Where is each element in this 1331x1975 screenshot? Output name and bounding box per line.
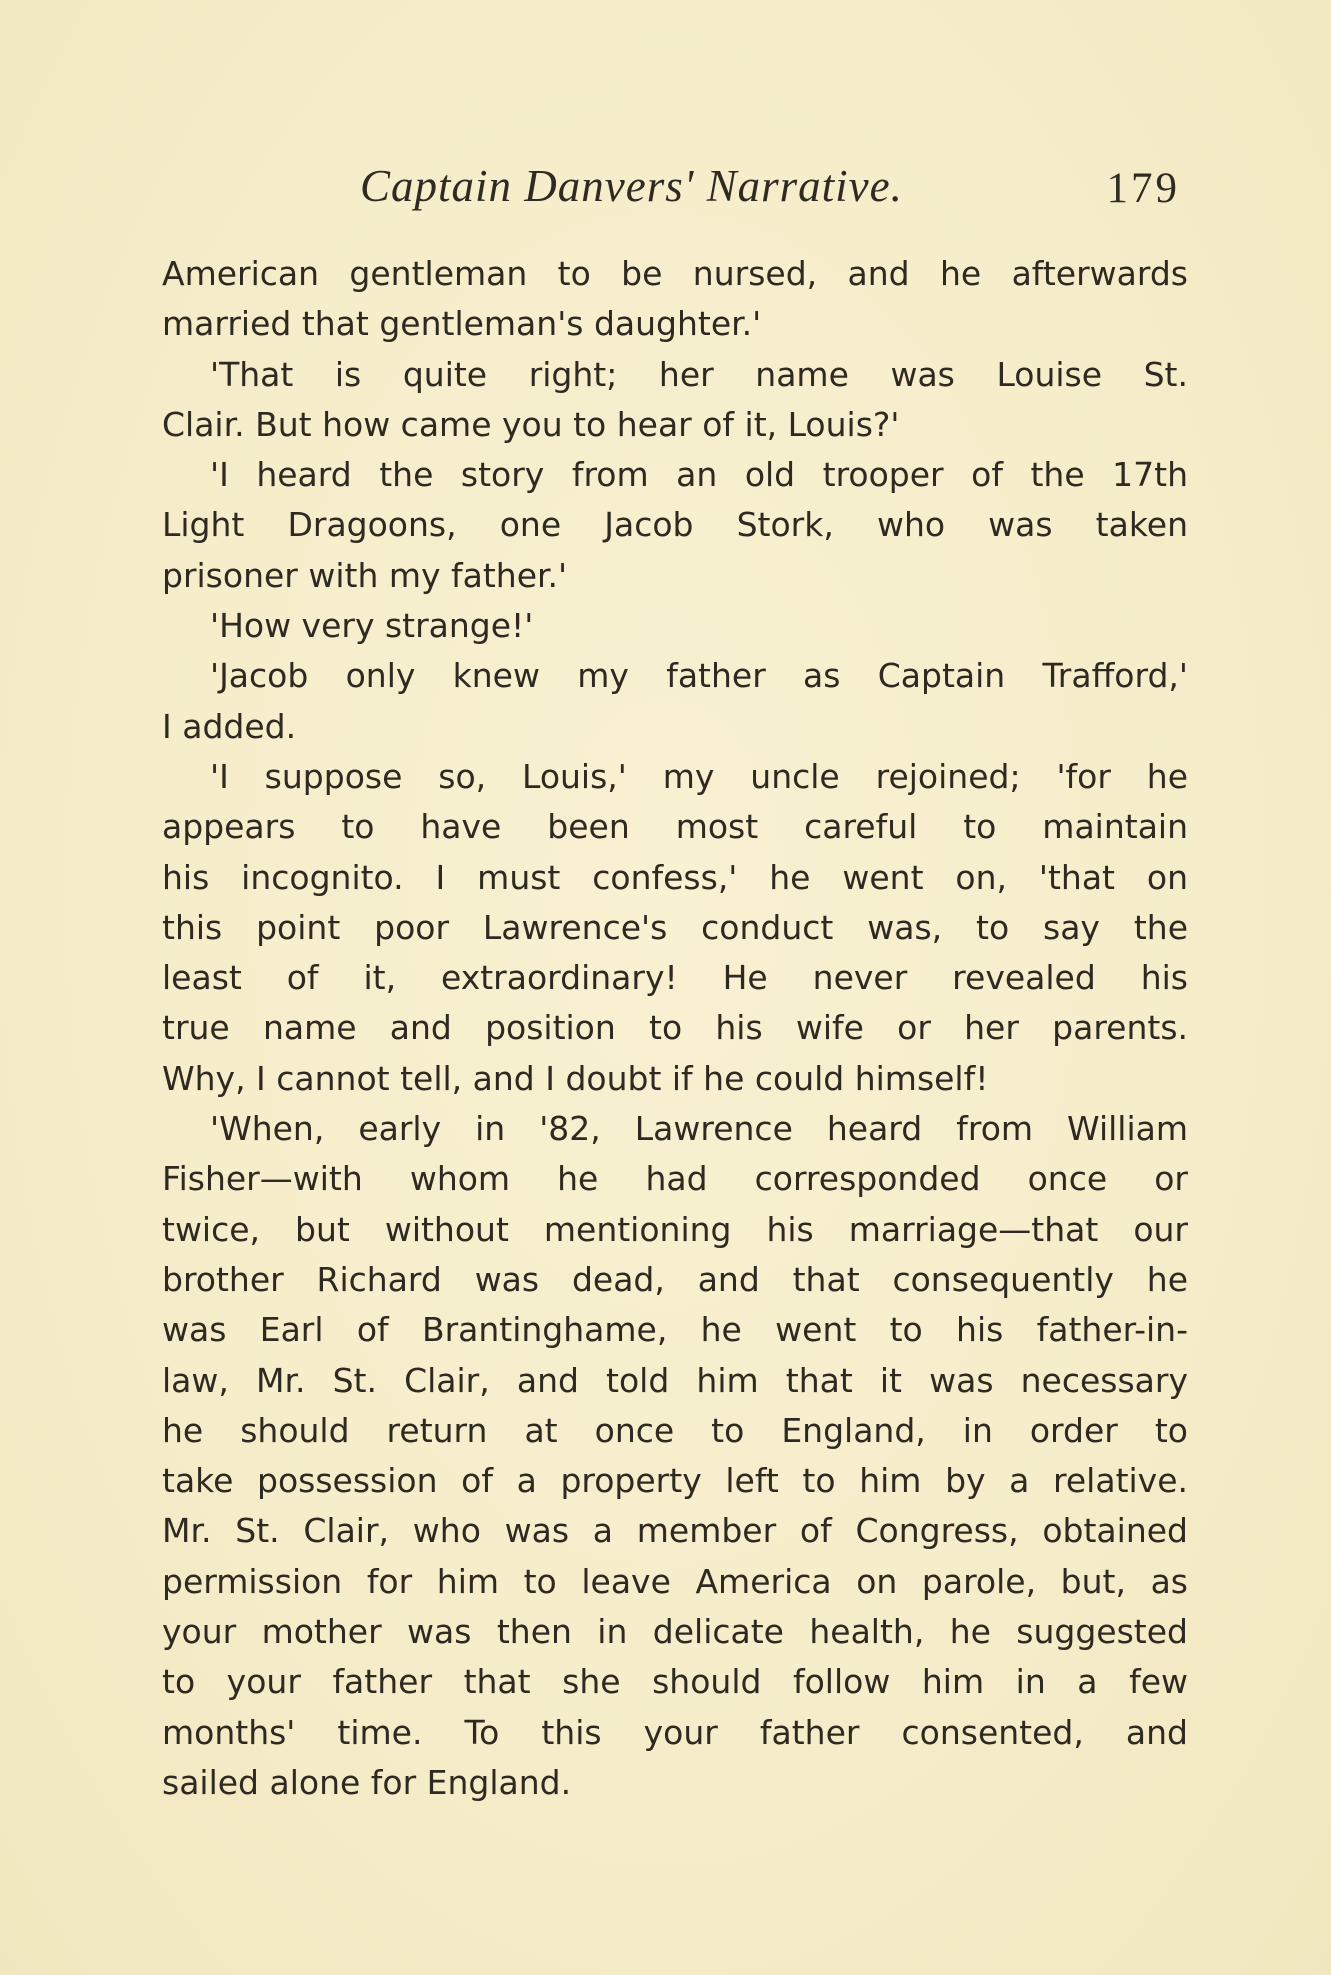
text-line: 'I heard the story from an old trooper of the 17th (210, 455, 1188, 495)
text-line: take possession of a property left to him by a relative. (162, 1461, 1188, 1501)
page-number: 179 (1106, 165, 1180, 212)
text-line: your mother was then in delicate health, he suggested (162, 1612, 1188, 1652)
text-line: American gentleman to be nursed, and he afterwards (162, 254, 1188, 293)
text-line: he should return at once to England, in order to (162, 1410, 1188, 1450)
text-line: 'How very strange!' (210, 606, 534, 646)
text-line: appears to have been most careful to maintain (162, 807, 1188, 847)
text-line: least of it, extraordinary! He never revealed his (162, 958, 1188, 998)
running-title: Captain Danvers' Narrative. (360, 161, 903, 211)
text-line: Fisher—with whom he had corresponded once or (162, 1159, 1188, 1199)
text-line: months' time. To this your father consented, and (162, 1712, 1188, 1752)
text-line: to your father that she should follow him in a few (162, 1662, 1188, 1702)
text-line: married that gentleman's daughter.' (162, 304, 762, 344)
text-line: brother Richard was dead, and that consequently he (162, 1259, 1188, 1299)
text-line: Clair. But how came you to hear of it, Louis?' (162, 404, 900, 444)
text-line: Light Dragoons, one Jacob Stork, who was taken (162, 505, 1188, 545)
text-line: twice, but without mentioning his marriage—that our (162, 1209, 1188, 1249)
text-line: I added. (162, 706, 297, 746)
text-line: Mr. St. Clair, who was a member of Congress, obtained (162, 1511, 1188, 1551)
text-line: sailed alone for England. (162, 1762, 572, 1802)
running-head (162, 160, 1188, 220)
text-line: true name and position to his wife or her parents. (162, 1008, 1188, 1048)
text-line: this point poor Lawrence's conduct was, to say the (162, 907, 1188, 947)
text-line: 'I suppose so, Louis,' my uncle rejoined; 'for he (210, 756, 1188, 796)
text-line: his incognito. I must confess,' he went on, 'that on (162, 857, 1188, 897)
text-line: 'That is quite right; her name was Louise St. (210, 354, 1188, 394)
text-line: 'When, early in '82, Lawrence heard from William (210, 1109, 1188, 1149)
text-line: permission for him to leave America on parole, but, as (162, 1561, 1188, 1601)
text-line: Why, I cannot tell, and I doubt if he could himself! (162, 1058, 989, 1098)
text-line: 'Jacob only knew my father as Captain Trafford,' (210, 656, 1188, 696)
body-text (162, 249, 1188, 1808)
text-line: was Earl of Brantinghame, he went to his father-in- (162, 1310, 1188, 1350)
text-line: law, Mr. St. Clair, and told him that it was necessary (162, 1360, 1188, 1400)
text-line: prisoner with my father.' (162, 555, 568, 595)
